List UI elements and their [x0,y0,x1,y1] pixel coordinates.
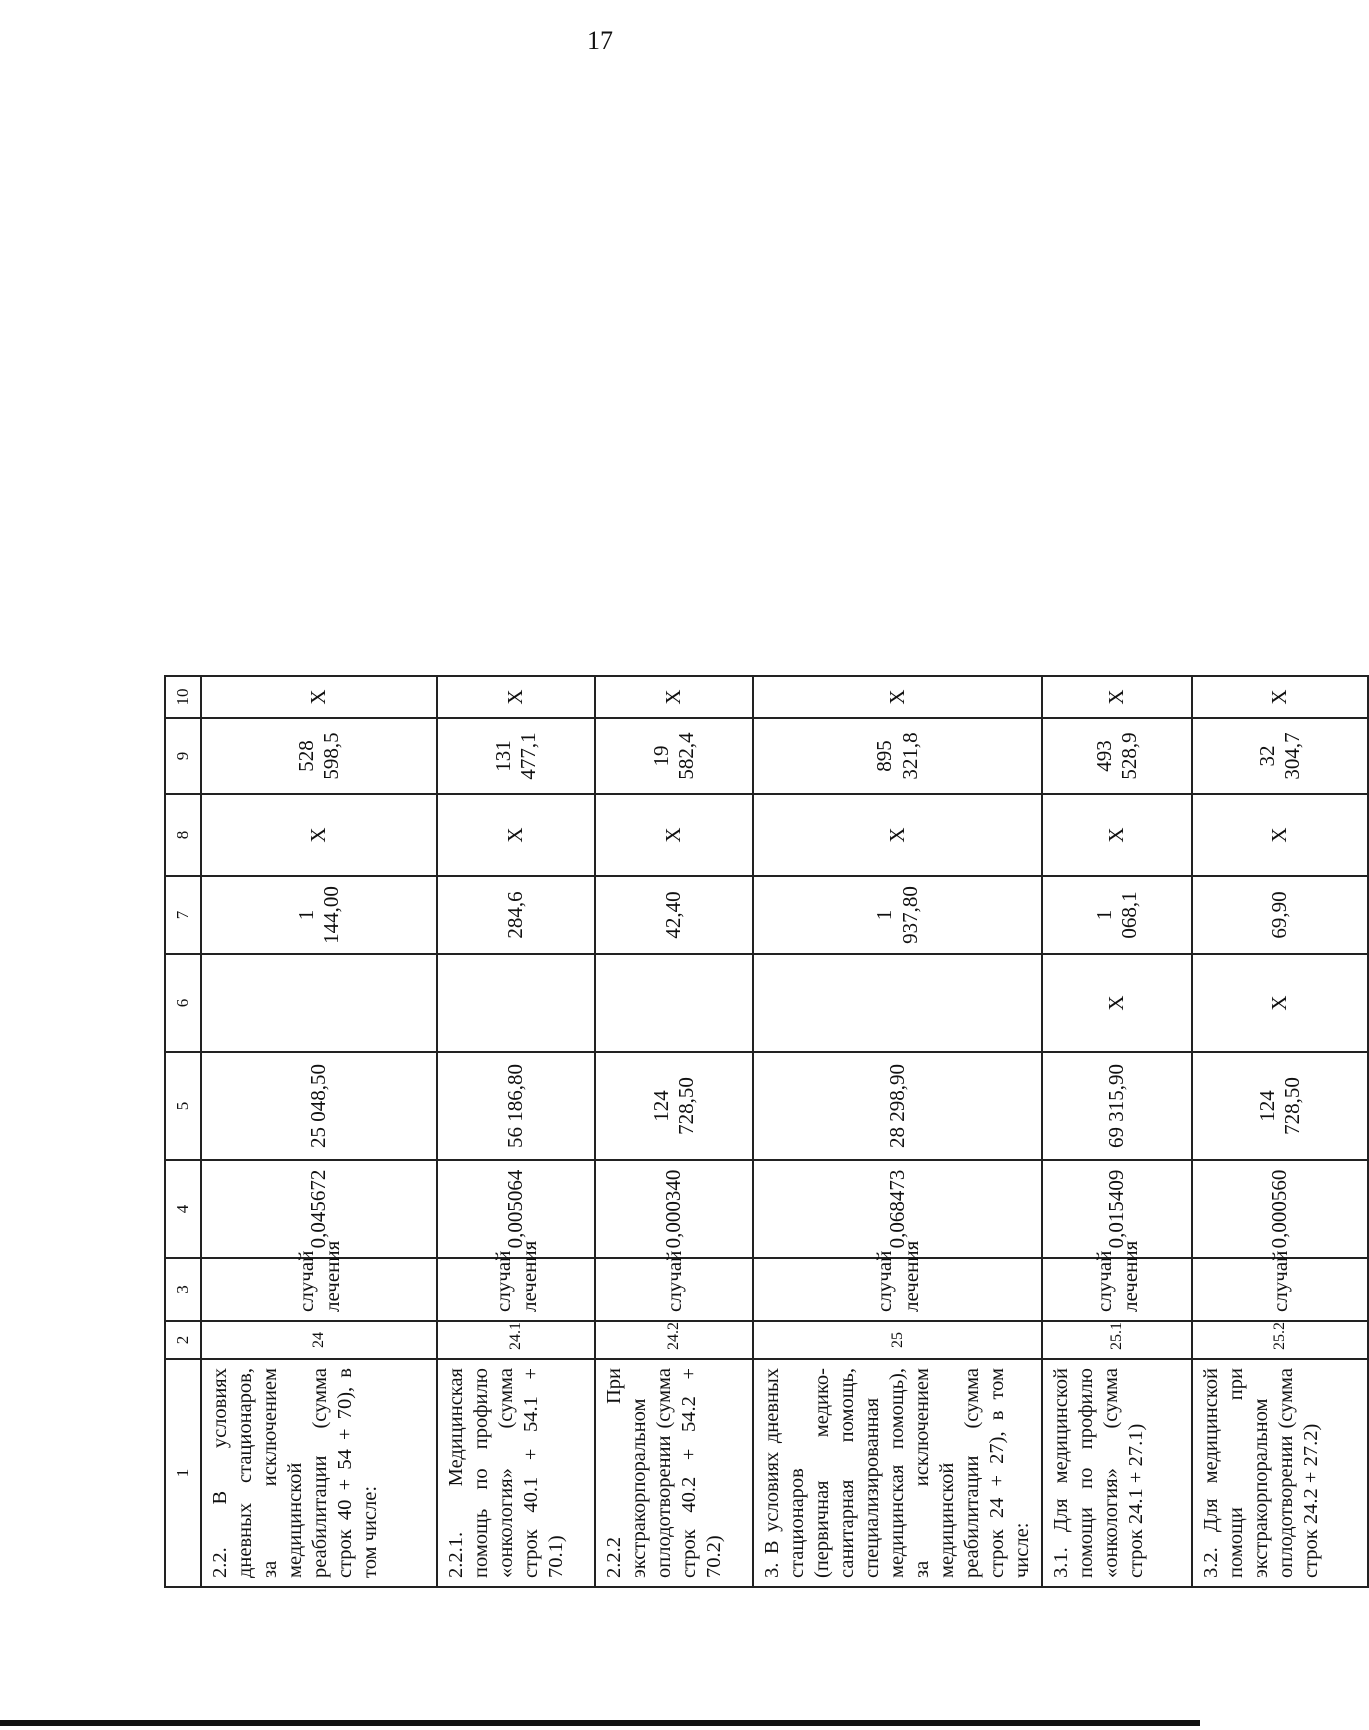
value-cell-7: 42,40 [595,876,753,954]
value-cell-7: 69,90 [1192,876,1368,954]
table-row [753,109,1042,1587]
value-cell-10: X [753,676,1042,718]
unit-cell: случай лечения [753,1258,1042,1321]
value-cell-4: 0,005064 [437,1160,595,1258]
value-cell-8: X [1192,794,1368,876]
table-row [1192,109,1368,1587]
table-row [201,109,437,1587]
col-header-7: 7 [165,876,201,954]
value-cell-10: X [1042,676,1192,718]
unit-cell: случай лечения [1042,1258,1192,1321]
row-number: 25 [753,1321,1042,1359]
value-cell-8: X [1042,794,1192,876]
col-header-3: 3 [165,1258,201,1321]
value-cell-5: 124 728,50 [1192,1052,1368,1160]
value-cell-4: 0,015409 [1042,1160,1192,1258]
value-cell-10: X [595,676,753,718]
value-cell-6 [753,954,1042,1052]
value-cell-10: X [201,676,437,718]
col-header-5: 5 [165,1052,201,1160]
value-cell-4: 0,045672 [201,1160,437,1258]
row-number: 25.1 [1042,1321,1192,1359]
value-cell-6: X [1042,954,1192,1052]
value-cell-10: X [437,676,595,718]
value-cell-6 [201,954,437,1052]
value-cell-9: 131 477,1 [437,718,595,794]
unit-cell: случай [1192,1258,1368,1321]
row-name: 3.1. Для медицинской помощи по профилю «онкология» (сумма строк 24.1 + 27.1) [1042,1359,1192,1587]
header-row [165,109,201,1587]
unit-cell: случай [595,1258,753,1321]
col-header-8: 8 [165,794,201,876]
page-number: 17 [587,26,613,55]
value-cell-10: X [1192,676,1368,718]
value-cell-8: X [201,794,437,876]
col-header-6: 6 [165,954,201,1052]
value-cell-9: 895 321,8 [753,718,1042,794]
data-table [164,108,1369,1588]
value-cell-9: 32 304,7 [1192,718,1368,794]
table-row [437,109,595,1587]
value-cell-6: X [1192,954,1368,1052]
table-row [1042,109,1192,1587]
value-cell-5: 56 186,80 [437,1052,595,1160]
value-cell-5: 28 298,90 [753,1052,1042,1160]
value-cell-4: 0,000560 [1192,1160,1368,1258]
col-header-2: 2 [165,1321,201,1359]
col-header-1: 1 [165,1359,201,1587]
value-cell-7: 1 068,1 [1042,876,1192,954]
value-cell-8: X [437,794,595,876]
unit-cell: случай лечения [437,1258,595,1321]
value-cell-8: X [595,794,753,876]
value-cell-7: 1 937,80 [753,876,1042,954]
row-name: 3.2. Для медицинской помощи при экстракорпоральном оплодотворении (сумма строк 24.2 + 27.2) [1192,1359,1368,1587]
row-name: 3. В условиях дневных стационаров (первичная медико-санитарная помощь, специализированная медицинская помощь), за исключением медицинской реабилитации (сумма строк 24 + 27), в том числе: [753,1359,1042,1587]
value-cell-5: 25 048,50 [201,1052,437,1160]
unit-cell: случай лечения [201,1258,437,1321]
row-number: 25.2 [1192,1321,1368,1359]
value-cell-9: 493 528,9 [1042,718,1192,794]
value-cell-9: 528 598,5 [201,718,437,794]
value-cell-7: 1 144,00 [201,876,437,954]
value-cell-5: 69 315,90 [1042,1052,1192,1160]
col-header-9: 9 [165,718,201,794]
value-cell-9: 19 582,4 [595,718,753,794]
row-number: 24 [201,1321,437,1359]
value-cell-6 [595,954,753,1052]
value-cell-4: 0,068473 [753,1160,1042,1258]
value-cell-6 [437,954,595,1052]
row-number: 24.2 [595,1321,753,1359]
col-header-4: 4 [165,1160,201,1258]
bottom-rule [0,1720,1200,1726]
row-number: 24.1 [437,1321,595,1359]
value-cell-8: X [753,794,1042,876]
row-name: 2.2. В условиях дневных стационаров, за исключением медицинской реабилитации (сумма строк 40 + 54 + 70), в том числе: [201,1359,437,1587]
table-row [595,109,753,1587]
value-cell-4: 0,000340 [595,1160,753,1258]
col-header-10: 10 [165,676,201,718]
row-name: 2.2.1. Медицинская помощь по профилю «онкология» (сумма строк 40.1 + 54.1 + 70.1) [437,1359,595,1587]
value-cell-5: 124 728,50 [595,1052,753,1160]
rotated-table-container [164,108,1346,1588]
value-cell-7: 284,6 [437,876,595,954]
row-name: 2.2.2 При экстракорпоральном оплодотворении (сумма строк 40.2 + 54.2 + 70.2) [595,1359,753,1587]
